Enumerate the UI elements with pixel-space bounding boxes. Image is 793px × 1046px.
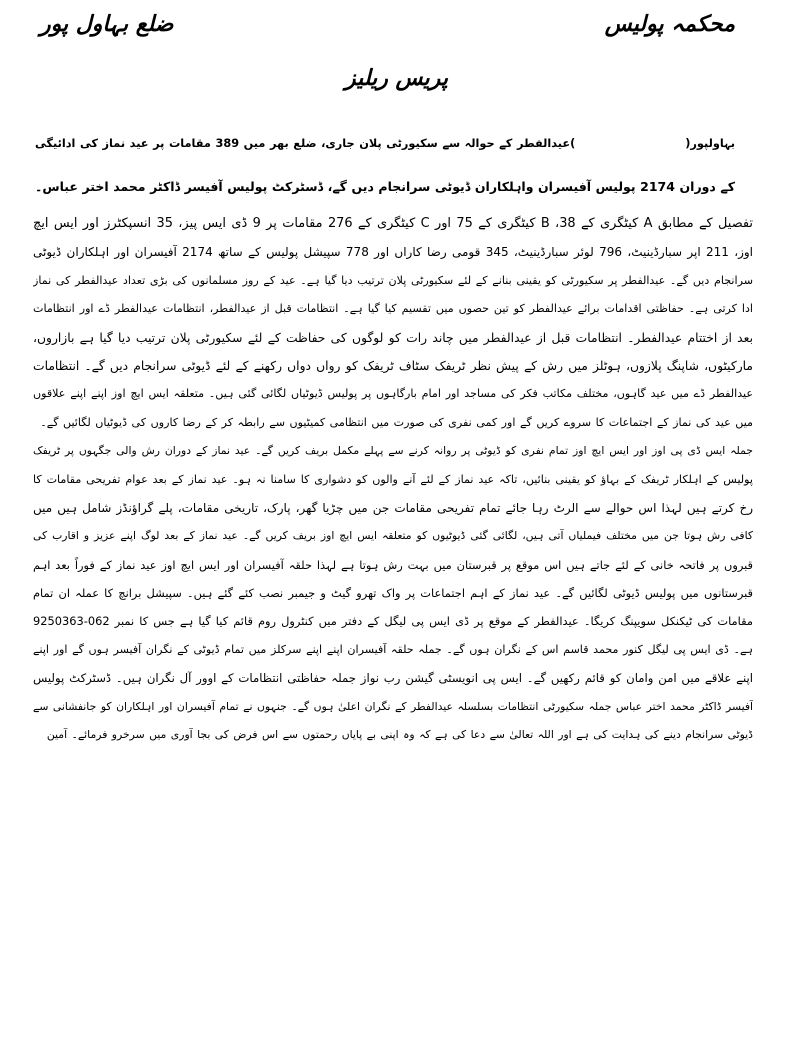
body-line: میں عید کی نماز کے اجتماعات کا سروے کریں گے اور کمی نفری کی صورت میں انتظامی کمیٹیوں سے رابطہ کر کے رضا کاروں کی ڈیوٹیاں لگائیں گے۔ [40,415,753,429]
dateline: بہاولپور( [685,137,735,150]
headline-text-1: )عیدالفطر کے حوالہ سے سکیورٹی پلان جاری، ضلع بھر میں 389 مقامات پر عید نماز کی ادائیگی [35,137,576,150]
press-release-body [33,210,753,749]
body-line: جملہ ایس ڈی پی اوز اور ایس ایچ اوز تمام نفری کو ڈیوٹی پر روانہ کرنے سے پہلے مکمل بریف کریں گے۔ عید نماز کے دوران رش والی جگہوں پر ٹریفک [33,444,753,458]
headline-line-1 [35,122,735,165]
body-line: آفیسر ڈاکٹر محمد اختر عباس جملہ سکیورٹی انتظامات بسلسلہ عیدالفطر کے نگران اعلیٰ ہوں گے۔ جنہوں نے تمام آفیسران اور اہلکاران کو جانفشانی سے [33,699,753,713]
body-line: اپنے علاقے میں امن وامان کو قائم رکھیں گے۔ ایس پی انویسٹی گیشن رب نواز جملہ حفاظتی انتظامات کے اوور آل نگران ہیں۔ ڈسٹرکٹ پولیس [33,671,753,686]
body-line: ہے۔ ڈی ایس پی لیگل کنور محمد قاسم اس کے نگران ہوں گے۔ جملہ حلقہ آفیسران اپنے اپنے سرکلز میں تمام ڈیوٹی کے نگران آفیسر ہوں گے اور اپنے [33,642,753,656]
body-line: کافی رش ہوتا جن میں مختلف فیملیاں آتی ہیں، لگائی گئی ڈیوٹیوں کو متعلقہ ایس ایچ اوز بریف کریں گے۔ عید نماز کے بعد لوگ اپنے عزیز و اقارب کی [33,529,753,543]
body-line: رخ کرتے ہیں لہذا اس حوالے سے الرٹ رہا جائے تمام تفریحی مقامات جن میں چڑیا گھر، پارک، تاریخی مقامات، پلے گراؤنڈز شامل ہیں میں [33,500,753,515]
body-line: پولیس کے اہلکار ٹریفک کے بہاؤ کو یقینی بنائیں، تاکہ عید نماز کے لئے آنے والوں کو دشواری کا سامنا نہ ہو۔ عید نماز کے بعد عوام تفریحی مقامات کا [33,472,753,486]
body-line: مقامات کی ٹیکنکل سویپنگ کریگا۔ عیدالفطر کے موقع پر ڈی ایس پی لیگل کے دفتر میں کنٹرول روم قائم کیا گیا ہے جس کا نمبر 062-9250363 [33,614,753,629]
headline-line-2: کے دوران 2174 پولیس آفیسران واہلکاران ڈیوٹی سرانجام دیں گے، ڈسٹرکٹ پولیس آفیسر ڈاکٹر محمد اختر عباس۔ [35,179,735,194]
body-line: بعد از اختتام عیدالفطر۔ انتظامات قبل از عیدالفطر میں چاند رات کو لوگوں کی حفاظت کے لئے سکیورٹی پلان ترتیب دیا گیا ہے بازاروں، [33,330,753,345]
body-line: قبرستانوں میں پولیس ڈیوٹی لگائیں گے۔ عید نماز کے اہم اجتماعات پر واک تھرو گیٹ و جیمبر نصب کئے گئے ہیں۔ سپیشل برانچ کا عملہ ان تمام [33,586,753,601]
headline-block [35,122,735,208]
body-line: ڈیوٹی سرانجام دینے کی ہدایت کی ہے اور اللہ تعالیٰ سے دعا کی ہے کہ وہ اپنی بے پایاں رحمتوں سے اس فرض کی بجا آوری میں سرخرو فرمائے۔ آمین [46,728,753,742]
page-title: پریس ریلیز [345,66,448,91]
body-line: عیدالفطر ڈے میں عید گاہوں، مختلف مکاتب فکر کی مساجد اور امام بارگاہوں پر پولیس ڈیوٹیاں لگائی گئی ہیں۔ متعلقہ ایس ایچ اوز اپنے اپنے علاقوں [33,387,753,401]
department-heading: محکمہ پولیس [604,12,735,37]
body-line: قبروں پر فاتحہ خانی کے لئے جاتے ہیں اس موقع پر قبرستان میں بہت رش ہوتا ہے لہذا حلقہ آفیسران اور ایس ایچ اوز عید نماز کے فوراً بعد اہم [33,557,753,572]
body-line: تفصیل کے مطابق A کیٹگری کے 38، B کیٹگری کے 75 اور C کیٹگری کے 276 مقامات پر 9 ڈی ایس پیز، 35 انسپکٹرز اور ایس ایچ [33,216,753,231]
body-line: مارکیٹوں، شاپنگ پلازوں، ہوٹلز میں رش کے پیش نظر ٹریفک سٹاف ٹریفک کو رواں دواں رکھنے کے لئے ڈیوٹی سرانجام دیں گے۔ انتظامات [33,358,753,373]
district-heading: ضلع بہاول پور [40,12,174,37]
body-line: سرانجام دیں گے۔ عیدالفطر پر سکیورٹی کو یقینی بنانے کے لئے سکیورٹی پلان ترتیب دیا گیا ہے۔ عید کے روز مسلمانوں کی بڑی تعداد عیدالفطر کی نماز [33,273,753,287]
body-line: ادا کرتی ہے۔ حفاظتی اقدامات برائے عیدالفطر کو تین حصوں میں تقسیم کیا گیا ہے۔ انتظامات قبل از عیدالفطر، انتظامات عیدالفطر ڈے اور انتظامات [33,302,753,316]
body-line: اوز، 211 اپر سبارڈینیٹ، 796 لوئر سبارڈینیٹ، 345 قومی رضا کاراں اور 778 سپیشل پولیس کے ساتھ 2174 آفیسران اور اہلکاران ڈیوٹی [33,245,753,260]
